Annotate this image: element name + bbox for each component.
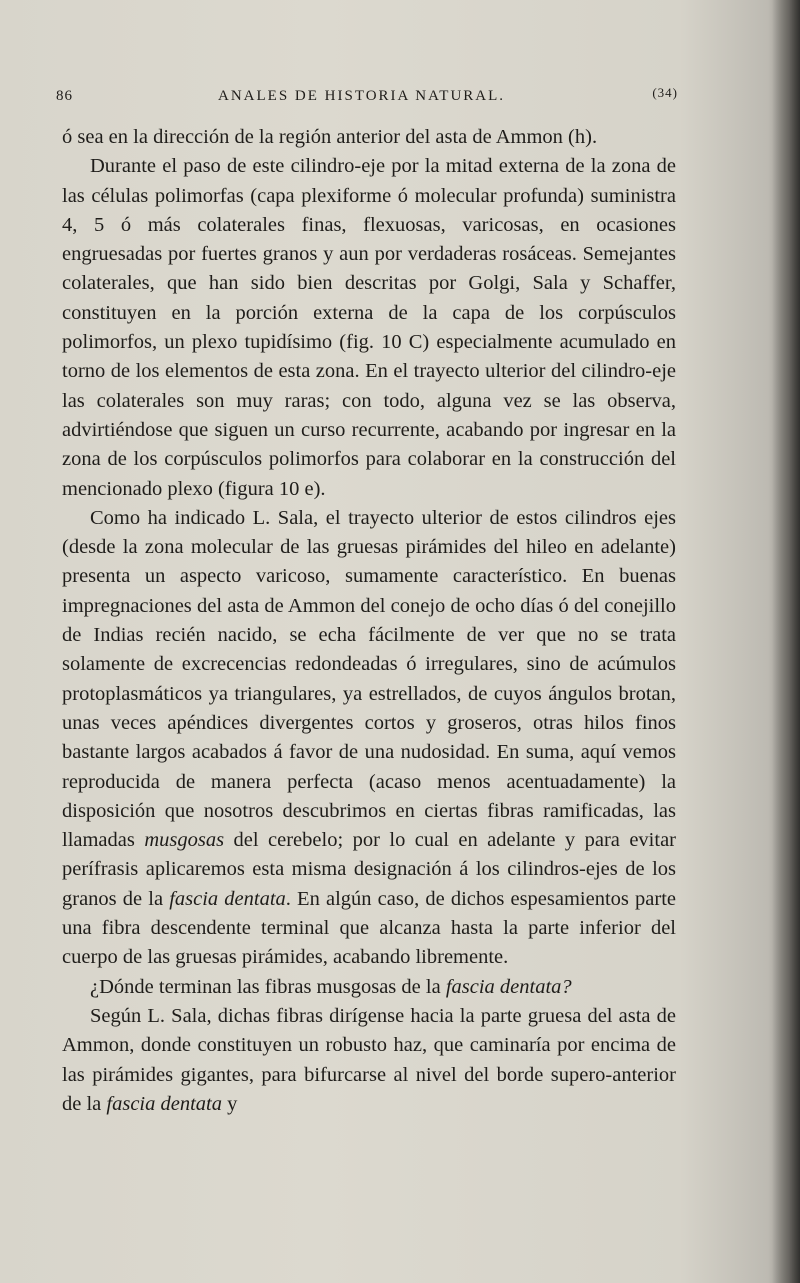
page-edge-shadow [772, 0, 800, 1283]
paragraph-question: ¿Dónde terminan las fibras musgosas de la fascia dentata? [90, 975, 572, 998]
body-text [62, 123, 676, 1119]
paragraph: Como ha indicado L. Sala, el trayecto ulterior de estos cilindros ejes (desde la zona molecular de las gruesas pirámides del hileo en adelante) presenta un aspecto varicoso, sumamente característico. En buenas impregnaciones del asta de Ammon del conejo de ocho días ó del conejillo de Indias recién nacido, se echa fácilmente de ver que no se trata solamente de excrecencias redondeadas ó irregulares, sino de acúmulos protoplasmáticos ya triangulares, ya estrellados, de cuyos ángulos brotan, unas veces apéndices divergentes cortos y groseros, otras hilos finos bastante largos acabados á favor de una nudosidad. En suma, aquí vemos reproducida de manera perfecta (acaso menos acentuadamente) la disposición que nosotros descubrimos en ciertas fibras ramificadas, las llamadas musgosas del cerebelo; por lo cual en adelante y para evitar perífrasis aplicaremos esta misma designación á los cilindros-ejes de los granos de la fascia dentata. En algún caso, de dichos espesamientos parte una fibra descendente terminal que alcanza hasta la parte inferior del cuerpo de las gruesas pirámides, acabando libremente. [62, 506, 676, 969]
plate-number: (34) [652, 85, 678, 100]
page-header [56, 85, 678, 109]
paragraph: Durante el paso de este cilindro-eje por la mitad externa de la zona de las células polimorfas (capa plexiforme ó molecular profunda) suministra 4, 5 ó más colaterales finas, flexuosas, varicosas, en ocasiones engruesadas por fuertes granos y aun por verdaderas rosáceas. Semejantes colaterales, que han sido bien descritas por Golgi, Sala y Schaffer, constituyen en la porción externa de la capa de los corpúsculos polimorfos, un plexo tupidísimo (fig. 10 C) especialmente acumulado en torno de los elementos de esta zona. En el trayecto ulterior del cilindro-eje las colaterales son muy raras; con todo, alguna vez se las observa, advirtiéndose que siguen un curso recurrente, acabando por ingresar en la zona de los corpúsculos polimorfos para colaborar en la construcción del mencionado plexo (figura 10 e). [62, 155, 676, 500]
paragraph-continuation: ó sea en la dirección de la región anterior del asta de Ammon (h). [62, 126, 598, 148]
italic-term: fascia dentata? [445, 975, 572, 998]
paragraph: Según L. Sala, dichas fibras dirígense hacia la parte gruesa del asta de Ammon, donde constituyen un robusto haz, que caminaría por encima de las pirámides gigantes, para bifurcarse al nivel del borde supero-anterior de la fascia dentata y [62, 1004, 676, 1115]
italic-term: fascia dentata [169, 887, 286, 910]
italic-term: musgosas [144, 829, 225, 852]
italic-term: fascia dentata [106, 1092, 222, 1115]
running-title: ANALES DE HISTORIA NATURAL. [218, 88, 506, 104]
page-number: 86 [56, 88, 73, 104]
